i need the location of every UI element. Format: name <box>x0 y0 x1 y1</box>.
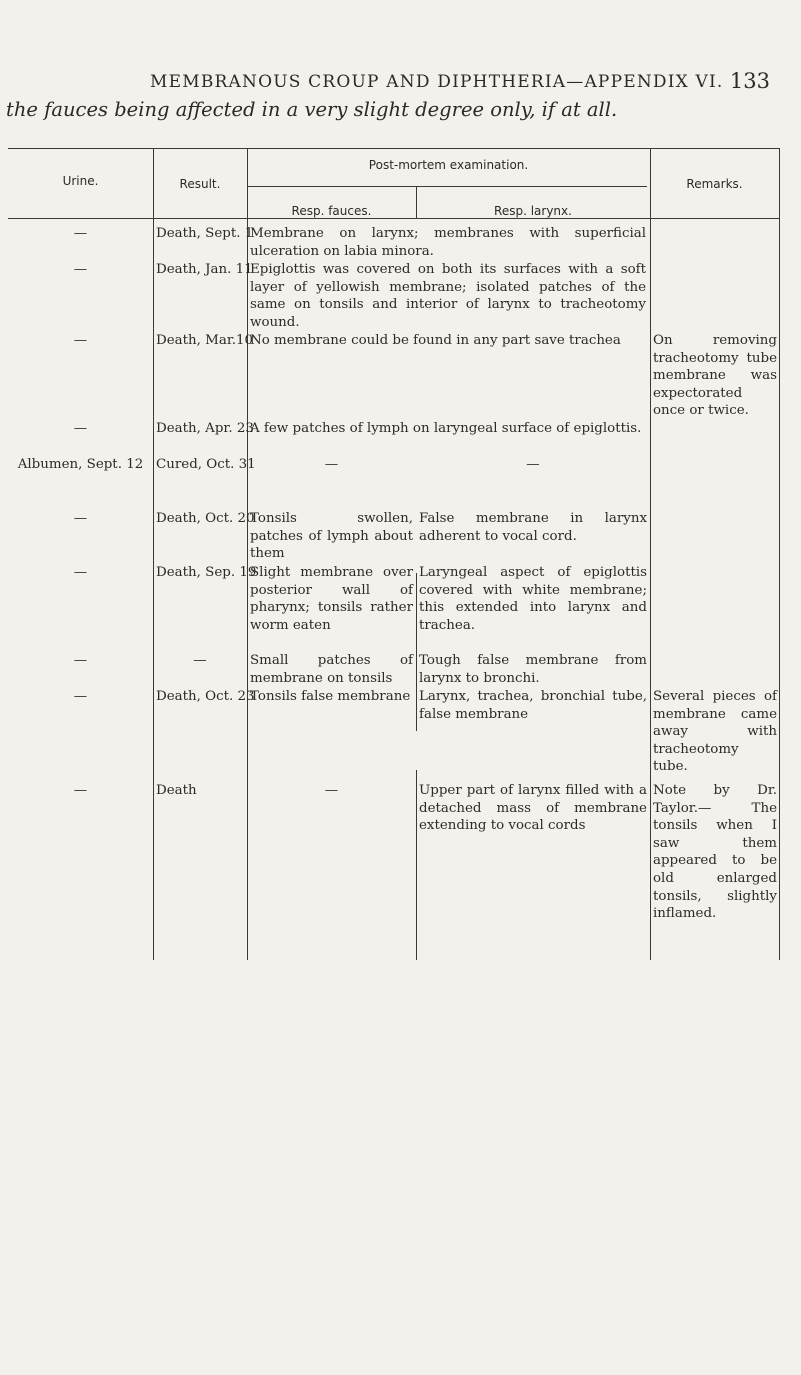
postmortem-header-rule <box>247 186 647 187</box>
larynx-cell: Tough false membrane from larynx to bronchi. <box>419 653 647 686</box>
result-cell: Cured, Oct. 31 <box>156 457 256 472</box>
fauces-cell: Slight membrane over posterior wall of pharynx; tonsils rather worm eaten <box>250 565 413 633</box>
header-remarks: Remarks. <box>686 177 743 191</box>
result-cell: Death, Mar.10 <box>156 333 254 348</box>
header-postmortem: Post-mortem examination. <box>368 158 529 172</box>
fauces-cell: Small patches of membrane on tonsils <box>250 653 413 686</box>
urine-cell: — <box>73 689 88 704</box>
divider-result-postmortem-lower <box>247 770 248 960</box>
header-result: Result. <box>179 177 221 191</box>
table-top-rule <box>8 148 780 149</box>
table-right-border <box>779 148 780 770</box>
fauces-cell: — <box>324 783 339 798</box>
postmortem-cell: A few patches of lymph on laryngeal surface of epiglottis. <box>250 421 642 436</box>
result-cell: Death, Apr. 23 <box>156 421 254 436</box>
table-right-border-lower <box>779 770 780 960</box>
urine-cell: — <box>73 653 88 668</box>
larynx-cell: Upper part of larynx filled with a detached mass of membrane extending to vocal cords <box>419 783 647 834</box>
result-cell: — <box>193 653 207 668</box>
urine-cell: — <box>73 262 88 277</box>
header-bottom-rule <box>8 218 780 219</box>
remarks-cell: On removing tracheotomy tube membrane was expectorated once or twice. <box>653 333 777 419</box>
result-cell: Death, Jan. 11 <box>156 262 253 277</box>
urine-cell: — <box>73 333 88 348</box>
header-resp-larynx: Resp. larynx. <box>494 204 572 218</box>
urine-cell: — <box>73 421 88 436</box>
divider-postmortem-remarks-lower <box>650 770 651 960</box>
divider-postmortem-remarks <box>650 148 651 770</box>
running-head-title: MEMBRANOUS CROUP AND DIPHTHERIA—APPENDIX VI. <box>150 72 724 92</box>
larynx-cell: False membrane in larynx adherent to vocal cord. <box>419 511 647 544</box>
result-cell: Death, Oct. 20 <box>156 511 255 526</box>
header-resp-fauces: Resp. fauces. <box>291 204 372 218</box>
running-head <box>150 69 770 93</box>
result-cell: Death, Oct. 23 <box>156 689 255 704</box>
fauces-cell: Tonsils swollen, patches of lymph about them <box>250 511 413 562</box>
urine-cell: — <box>73 783 88 798</box>
page-number: 133 <box>729 69 770 93</box>
header-urine: Urine. <box>62 174 99 188</box>
remarks-cell: Note by Dr. Taylor.— The tonsils when I saw them appeared to be old enlarged tonsils, slightly inflamed. <box>653 783 777 922</box>
urine-cell: — <box>73 511 88 526</box>
divider-urine-result-lower <box>153 770 154 960</box>
divider-fauces-larynx-bottom <box>416 770 417 960</box>
larynx-cell: — <box>526 457 540 472</box>
result-cell: Death <box>156 783 197 798</box>
remarks-cell: Several pieces of membrane came away with tracheotomy tube. <box>653 689 777 775</box>
result-cell: Death, Sept. 1 <box>156 226 254 241</box>
urine-cell: Albumen, Sept. 12 <box>17 457 144 472</box>
postmortem-cell: Membrane on larynx; membranes with superficial ulceration on labia minora. <box>250 226 646 259</box>
lead-line: the fauces being affected in a very slight degree only, if at all. <box>6 98 618 121</box>
fauces-cell: — <box>324 457 339 472</box>
postmortem-cell: No membrane could be found in any part save trachea <box>250 333 621 348</box>
urine-cell: — <box>73 565 88 580</box>
postmortem-cell: Epiglottis was covered on both its surfaces with a soft layer of yellowish membrane; isolated patches of the same on tonsils and interior of larynx to tracheotomy wound. <box>250 262 646 330</box>
larynx-cell: Laryngeal aspect of epiglottis covered with white membrane; this extended into larynx and trachea. <box>419 565 647 633</box>
larynx-cell: Larynx, trachea, bronchial tube, false membrane <box>419 689 647 722</box>
divider-fauces-larynx-lower <box>416 573 417 731</box>
fauces-cell: Tonsils false membrane <box>250 689 411 704</box>
divider-urine-result <box>153 148 154 770</box>
urine-cell: — <box>73 226 88 241</box>
result-cell: Death, Sep. 19 <box>156 565 257 580</box>
